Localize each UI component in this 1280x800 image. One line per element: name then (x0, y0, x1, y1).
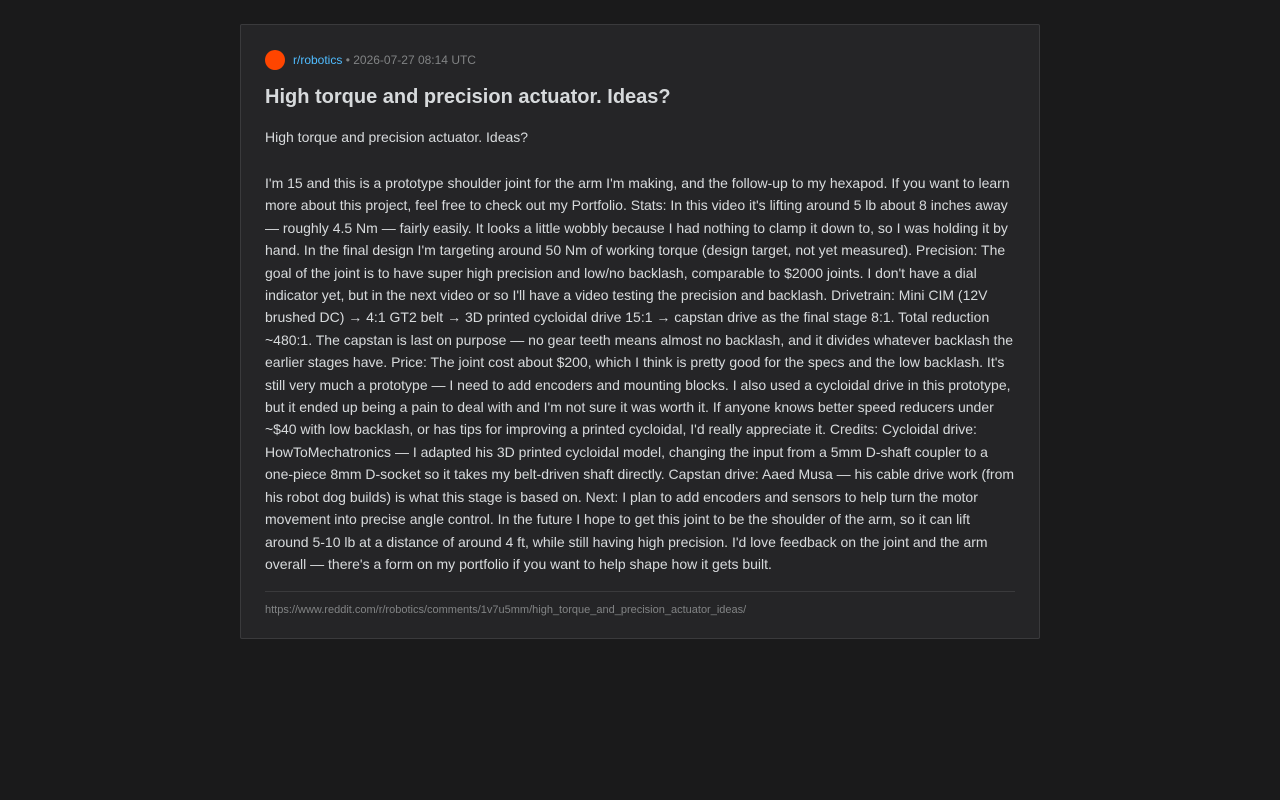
post-url[interactable]: https://www.reddit.com/r/robotics/comments/1v7u5mm/high_torque_and_precision_actuator_ideas/ (265, 604, 747, 617)
subreddit-avatar-icon[interactable] (265, 50, 285, 70)
meta-separator: • (342, 52, 354, 67)
divider (265, 591, 1015, 592)
post-card (240, 24, 1040, 639)
post-timestamp: 2026-07-27 08:14 UTC (353, 52, 476, 67)
post-subtitle: High torque and precision actuator. Ideas? (265, 129, 529, 145)
subreddit-link[interactable]: r/robotics (293, 52, 343, 67)
post-title: High torque and precision actuator. Ideas? (265, 86, 671, 108)
post-meta (265, 49, 1015, 70)
post-body: I'm 15 and this is a prototype shoulder joint for the arm I'm making, and the follow-up to my hexapod. If you want to learn more about this project, feel free to check out my Portfolio. Stats: In this video it's lifting around 5 lb about 8 inches away — roughly 4.5 Nm — fairly easily. It looks a little wobbly because I had nothing to clamp it down to, so I was holding it by hand. In the final design I'm targeting around 50 Nm of working torque (design target, not yet measured). Precision: The goal of the joint is to have super high precision and low/no backlash, comparable to $2000 joints. I don't have a dial indicator yet, but in the next video or so I'll have a video testing the precision and backlash. Drivetrain: Mini CIM (12V brushed DC) → 4:1 GT2 belt → 3D printed cycloidal drive 15:1 → capstan drive as the final stage 8:1. Total reduction ~480:1. The capstan is last on purpose — no gear teeth means almost no backlash, and it divides whatever backlash the earlier stages have. Price: The joint cost about $200, which I think is pretty good for the specs and the low backlash. It's still very much a prototype — I need to add encoders and mounting blocks. I also used a cycloidal drive in this prototype, but it ended up being a pain to deal with and I'm not sure it was worth it. If anyone knows better speed reducers under ~$40 with low backlash, or has tips for improving a printed cycloidal, I'd really appreciate it. Credits: Cycloidal drive: HowToMechatronics — I adapted his 3D printed cycloidal model, changing the input from a 5mm D-shaft coupler to a one-piece 8mm D-socket so it takes my belt-driven shaft directly. Capstan drive: Aaed Musa — his cable drive work (from his robot dog builds) is what this stage is based on. Next: I plan to add encoders and sensors to help turn the motor movement into precise angle control. In the future I hope to get this joint to be the shoulder of the arm, so it can lift around 5-10 lb at a distance of around 4 ft, while still having high precision. I'd love feedback on the joint and the arm overall — there's a form on my portfolio if you want to help shape how it gets built. (265, 175, 1015, 572)
meta-text (293, 50, 476, 70)
